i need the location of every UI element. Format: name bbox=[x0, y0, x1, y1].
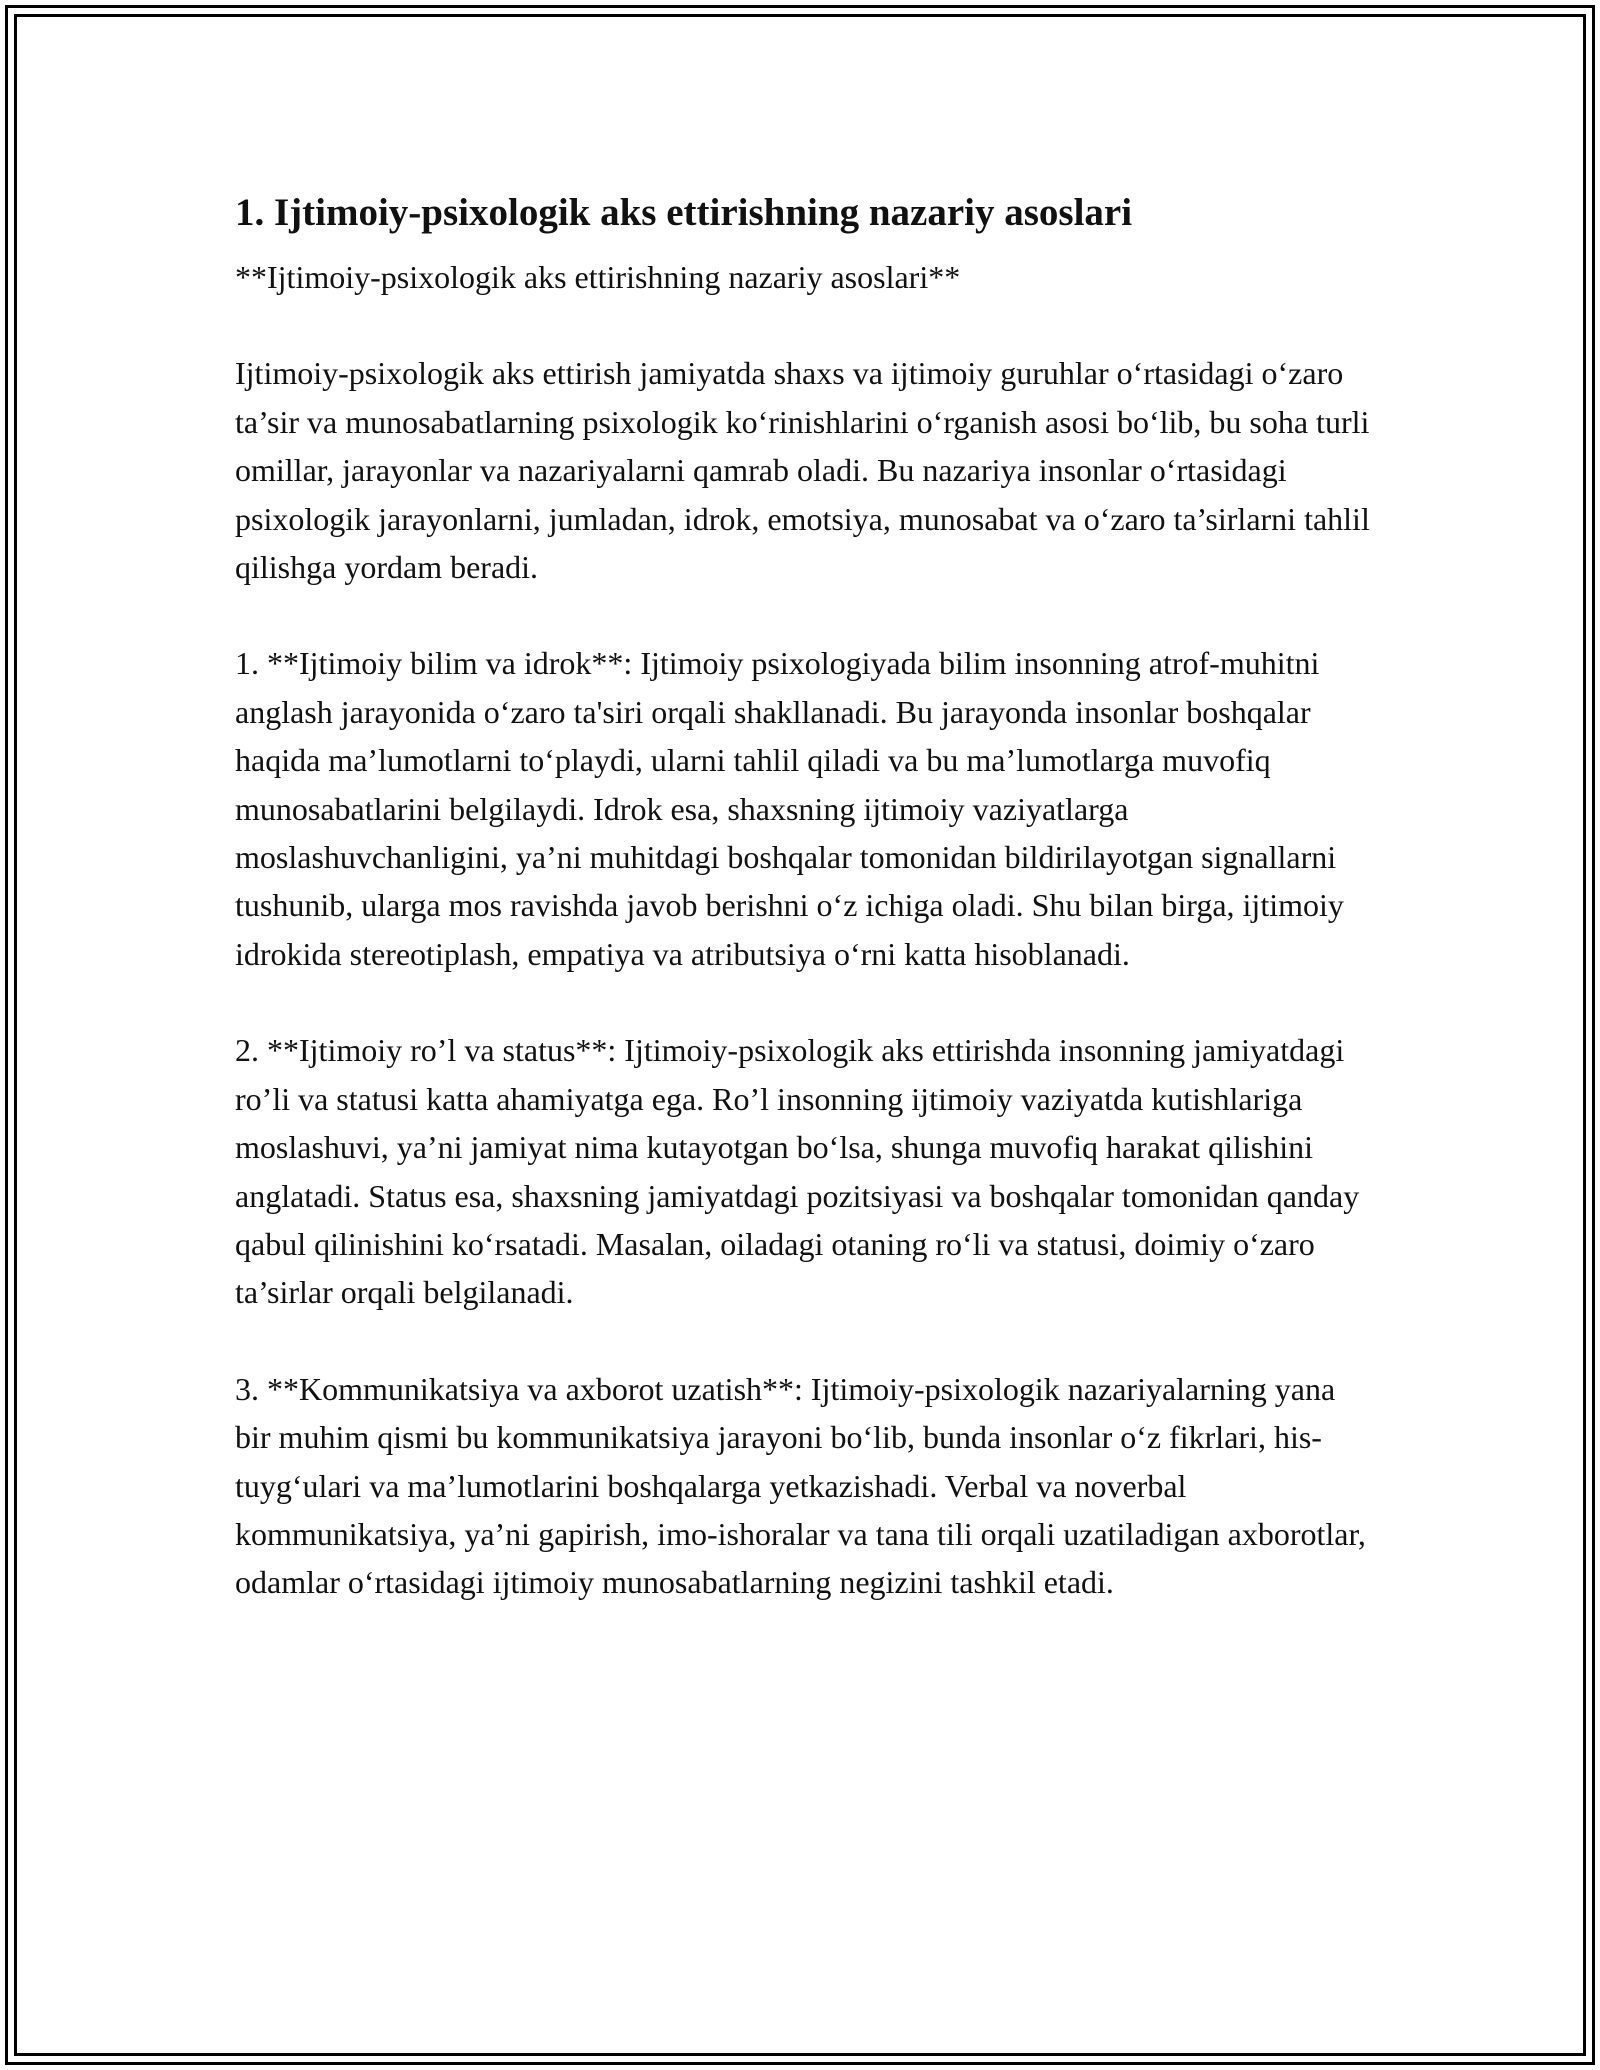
paragraph-communication: 3. **Kommunikatsiya va axborot uzatish**: Ijtimoiy-psixologik nazariyalarning yana bir muhim qismi bu kommunikatsiya jarayoni bo‘lib, bunda insonlar o‘z fikrlari, his-tuyg‘ulari va ma’lumotlarini boshqalarga yetkazishadi. Verbal va noverbal kommunikatsiya, ya’ni gapirish, imo-ishoralar va tana tili orqali uzatiladigan axborotlar, odamlar o‘rtasidagi ijtimoiy munosabatlarning negizini tashkil etadi. bbox=[235, 1370, 1366, 1601]
paragraph-intro: Ijtimoiy-psixologik aks ettirish jamiyatda shaxs va ijtimoiy guruhlar o‘rtasidagi o‘zaro ta’sir va munosabatlarning psixologik ko‘rinishlarini o‘rganish asosi bo‘lib, bu soha turli omillar, jarayonlar va nazariyalarni qamrab oladi. Bu nazariya insonlar o‘rtasidagi psixologik jarayonlarni, jumladan, idrok, emotsiya, munosabat va o‘zaro ta’sirlarni tahlil qilishga yordam beradi. bbox=[235, 355, 1370, 586]
document-body bbox=[235, 185, 1375, 1607]
section-heading: 1. Ijtimoiy-psixologik aks ettirishning nazariy asoslari bbox=[235, 191, 1133, 234]
paragraph-social-knowledge: 1. **Ijtimoiy bilim va idrok**: Ijtimoiy psixologiyada bilim insonning atrof-muhitni anglash jarayonida o‘zaro ta'siri orqali shakllanadi. Bu jarayonda insonlar boshqalar haqida ma’lumotlarni to‘playdi, ularni tahlil qiladi va bu ma’lumotlarga muvofiq munosabatlarini belgilaydi. Idrok esa, shaxsning ijtimoiy vaziyatlarga moslashuvchanligini, ya’ni muhitdagi boshqalar tomonidan bildirilayotgan signallarni tushunib, ularga mos ravishda javob berishni o‘z ichiga oladi. Shu bilan birga, ijtimoiy idrokida stereotiplash, empatiya va atributsiya o‘rni katta hisoblanadi. bbox=[235, 645, 1344, 972]
paragraph-social-role: 2. **Ijtimoiy ro’l va status**: Ijtimoiy-psixologik aks ettirishda insonning jamiyatdagi ro’li va statusi katta ahamiyatga ega. Ro’l insonning ijtimoiy vaziyatda kutishlariga moslashuvi, ya’ni jamiyat nima kutayotgan bo‘lsa, shunga muvofiq harakat qilishini anglatadi. Status esa, shaxsning jamiyatdagi pozitsiyasi va boshqalar tomonidan qanday qabul qilinishini ko‘rsatadi. Masalan, oiladagi otaning ro‘li va statusi, doimiy o‘zaro ta’sirlar orqali belgilanadi. bbox=[235, 1032, 1360, 1311]
section-subtitle: **Ijtimoiy-psixologik aks ettirishning nazariy asoslari** bbox=[235, 259, 961, 295]
